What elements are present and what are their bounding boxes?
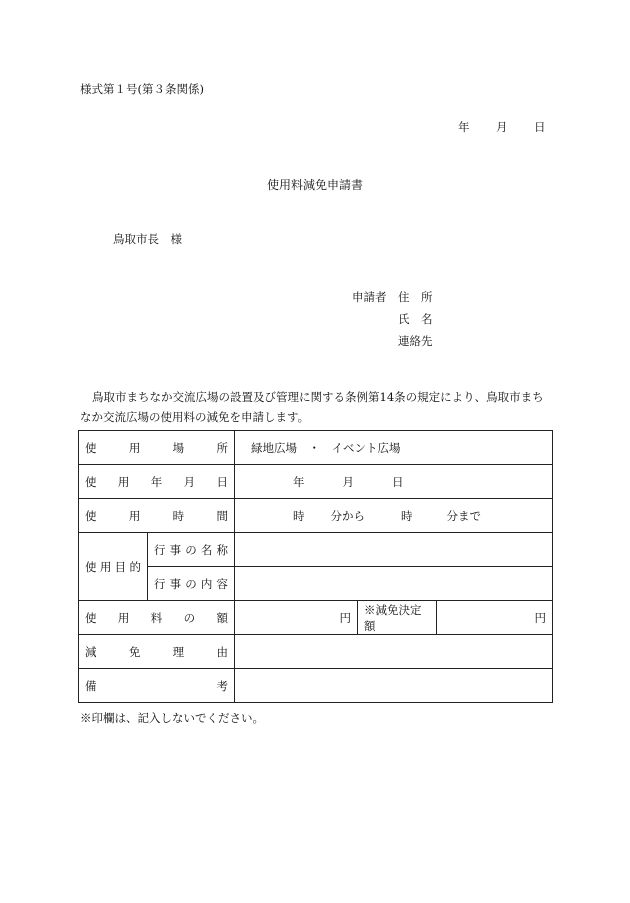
date-label: 使用年月日 [79,465,235,499]
usage-month: 月 [342,474,354,489]
table-row-date [79,465,553,499]
document-title: 使用料減免申請書 [266,178,363,192]
applicant-label: 申請者 [352,290,387,304]
table-row-reason [79,635,553,669]
event-content-label: 行事の内容 [148,567,235,601]
table-row-event-content [79,567,553,601]
decided-amount-field[interactable] [437,601,553,635]
fee-label: 使用料の額 [79,601,235,635]
time-value[interactable] [235,499,553,533]
applicant-block [352,286,433,352]
time-minute-from: 分から [330,508,365,523]
time-label: 使用時間 [79,499,235,533]
reason-label: 減免理由 [79,635,235,669]
applicant-name-label: 氏 名 [398,312,433,326]
table-row-remarks [79,669,553,703]
table-row-fee [79,601,553,635]
time-minute-to: 分まで [446,508,481,523]
form-number: 様式第１号(第３条関係) [80,82,204,96]
date-year: 年 [458,120,470,134]
time-hour-from: 時 [293,508,305,523]
footnote: ※印欄は、記入しないでください。 [80,711,264,725]
usage-table [78,430,553,703]
fee-amount-field[interactable] [235,601,358,635]
table-row-event-name [79,533,553,567]
event-content-field[interactable] [235,567,553,601]
place-value[interactable]: 緑地広場 ・ イベント広場 [235,431,553,465]
table-row-place [79,431,553,465]
date-day: 日 [534,120,546,134]
reason-field[interactable] [235,635,553,669]
time-hour-to: 時 [401,508,413,523]
event-name-label: 行事の名称 [148,533,235,567]
purpose-label: 使用目的 [79,533,148,601]
table-row-time [79,499,553,533]
date-month: 月 [496,120,508,134]
remarks-field[interactable] [235,669,553,703]
decided-amount-label: ※減免決定額 [358,601,437,635]
date-value[interactable] [235,465,553,499]
addressee: 鳥取市長 様 [113,232,182,246]
remarks-label: 備考 [79,669,235,703]
fee-unit: 円 [339,610,351,625]
usage-year: 年 [293,474,305,489]
event-name-field[interactable] [235,533,553,567]
date-line [458,119,546,135]
decided-unit: 円 [534,610,546,625]
usage-day: 日 [392,474,404,489]
place-label: 使用場所 [79,431,235,465]
applicant-contact-label: 連絡先 [398,334,433,348]
applicant-address-label: 住 所 [398,290,433,304]
application-body-text: 鳥取市まちなか交流広場の設置及び管理に関する条例第14条の規定により、鳥取市まちなか交流広場の使用料の減免を申請します。 [80,390,544,424]
